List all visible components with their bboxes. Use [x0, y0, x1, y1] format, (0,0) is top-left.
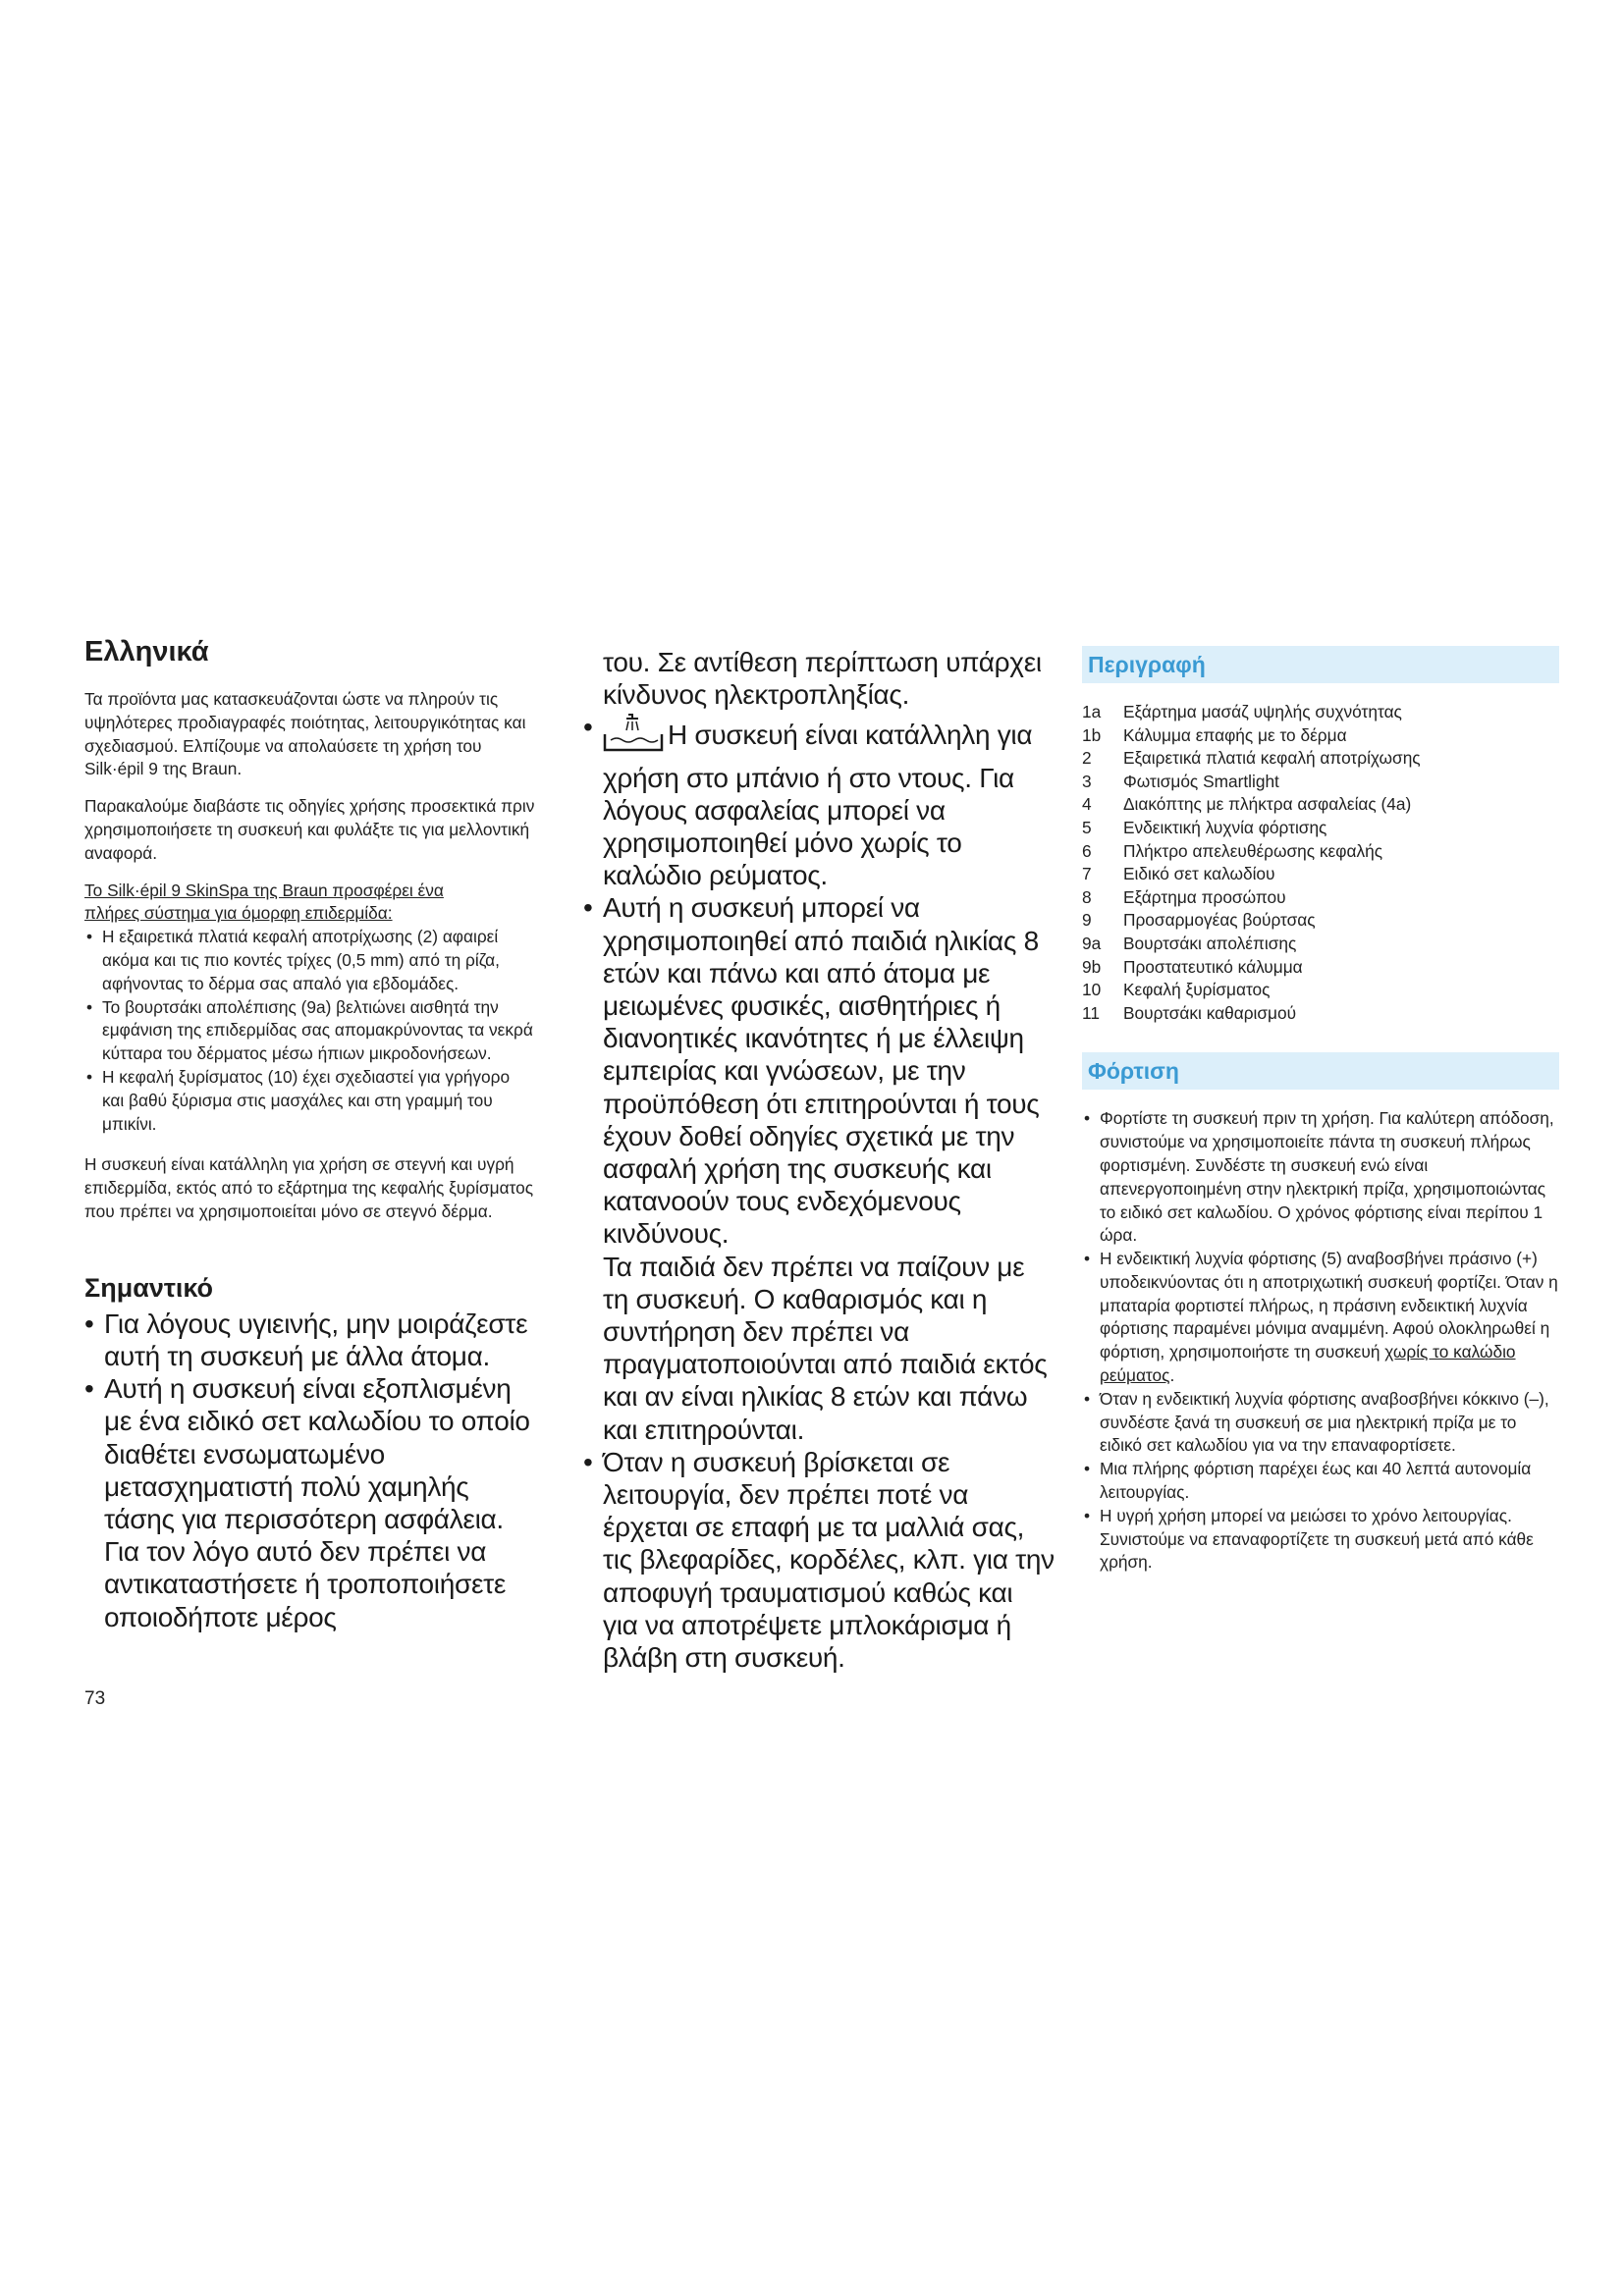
- part-name: Εξαιρετικά πλατιά κεφαλή αποτρίχωσης: [1123, 748, 1421, 769]
- list-item: [1082, 724, 1559, 748]
- part-number: 4: [1082, 794, 1092, 815]
- part-name: Πλήκτρο απελευθέρωσης κεφαλής: [1123, 840, 1383, 861]
- column-middle: [583, 646, 1055, 1674]
- list-item: • Μια πλήρης φόρτιση παρέχει έως και 40 λεπτά αυτονομία λειτουργίας.: [1082, 1458, 1559, 1505]
- part-number: 11: [1082, 1002, 1100, 1023]
- list-item: [1082, 701, 1559, 724]
- important-heading: Σημαντικό: [84, 1272, 214, 1303]
- part-number: 1b: [1082, 724, 1102, 745]
- list-item: [1082, 747, 1559, 771]
- description-heading: Περιγραφή: [1082, 646, 1559, 683]
- instructions-paragraph: Παρακαλούμε διαβάστε τις οδηγίες χρήσης προσεκτικά πριν χρησιμοποιήσετε τη συσκευή και φυλάξτε τις για μελλοντική αναφορά.: [84, 796, 535, 863]
- part-name: Προστατευτικό κάλυμμα: [1123, 956, 1303, 977]
- bath-shower-icon: [603, 711, 664, 761]
- part-number: 3: [1082, 771, 1092, 791]
- list-item: • Όταν η συσκευή βρίσκεται σε λειτουργία, δεν πρέπει ποτέ να έρχεται σε επαφή με τα μαλλιά σας, τις βλεφαρίδες, κορδέλες, κλπ. για την αποφυγή τραυματισμού καθώς και για να αποτρέψετε μπλοκάρισμα ή βλάβη στη συσκευή.: [583, 1446, 1055, 1674]
- column-left: [84, 636, 536, 1633]
- continuation-text: του. Σε αντίθεση περίπτωση υπάρχει κίνδυνος ηλεκτροπληξίας.: [603, 647, 1042, 711]
- feature-list: [84, 926, 536, 1136]
- part-name: Βουρτσάκι απολέπισης: [1123, 933, 1297, 953]
- list-item: [1082, 817, 1559, 840]
- part-name: Βουρτσάκι καθαρισμού: [1123, 1002, 1297, 1023]
- usage-paragraph: Η συσκευή είναι κατάλληλη για χρήση σε στεγνή και υγρή επιδερμίδα, εκτός από το εξάρτημα της κεφαλής ξυρίσματος που πρέπει να χρησιμοποιείται μόνο σε στεγνό δέρμα.: [84, 1154, 534, 1221]
- intro-paragraph: Τα προϊόντα μας κατασκευάζονται ώστε να πληρούν τις υψηλότερες προδιαγραφές ποιότητας, λειτουργικότητας και σχεδιασμού. Ελπίζουμε να απολαύσετε τη χρήση του Silk·épil 9 της Braun.: [84, 689, 526, 779]
- part-name: Διακόπτης με πλήκτρα ασφαλείας (4a): [1123, 794, 1412, 815]
- part-name: Φωτισμός Smartlight: [1123, 771, 1279, 791]
- list-item: [1082, 793, 1559, 817]
- part-name: Κεφαλή ξυρίσματος: [1123, 980, 1271, 1000]
- list-item: • Η συσκευή είναι κατάλληλη για χρήση στο μπάνιο ή στο ντους. Για λόγους ασφαλείας μπορεί να χρησιμοποιηθεί μόνο χωρίς το καλώδιο ρεύματος.: [583, 711, 1055, 891]
- charging-heading: Φόρτιση: [1082, 1052, 1559, 1090]
- part-name: Εξάρτημα μασάζ υψηλής συχνότητας: [1123, 702, 1402, 721]
- part-number: 9a: [1082, 933, 1102, 953]
- list-item: • Αυτή η συσκευή μπορεί να χρησιμοποιηθεί από παιδιά ηλικίας 8 ετών και πάνω και από άτομα με μειωμένες φυσικές, αισθητήριες ή διανοητικές ικανότητες ή με έλλειψη εμπειρίας και γνώσεων, με την προϋπόθεση ότι επιτηρούνται ή τους έχουν δοθεί οδηγίες σχετικά με την ασφαλή χρήση της συσκευής και κατανοούν τους ενδεχόμενους κινδύνους. Τα παιδιά δεν πρέπει να παίζουν με τη συσκευή. Ο καθαρισμός και η συντήρηση δεν πρέπει να πραγματοποιούνται από παιδιά εκτός και αν είναι ηλικίας 8 ετών και πάνω και επιτηρούνται.: [583, 891, 1055, 1445]
- list-item: [1082, 840, 1559, 864]
- page-number: 73: [84, 1688, 106, 1709]
- list-item: [1082, 771, 1559, 794]
- part-number: 8: [1082, 886, 1092, 907]
- list-item: [1082, 979, 1559, 1002]
- language-heading: Ελληνικά: [84, 636, 209, 667]
- part-number: 10: [1082, 980, 1102, 1000]
- list-item: • Φορτίστε τη συσκευή πριν τη χρήση. Για καλύτερη απόδοση, συνιστούμε να χρησιμοποιείτε πάντα τη συσκευή πλήρως φορτισμένη. Συνδέστε τη συσκευή ενώ είναι απενεργοποιημένη στην ηλεκτρική πρίζα, χρησιμοποιώντας το ειδικό σετ καλωδίου. Ο χρόνος φόρτισης είναι περίπου 1 ώρα.: [1082, 1107, 1559, 1248]
- part-number: 1a: [1082, 702, 1102, 721]
- part-name: Ενδεικτική λυχνία φόρτισης: [1123, 817, 1327, 837]
- safety-list: [583, 711, 1055, 1674]
- column-right: [1082, 646, 1559, 1592]
- part-name: Εξάρτημα προσώπου: [1123, 886, 1286, 907]
- list-item: [1082, 886, 1559, 910]
- skinspa-intro: Το Silk·épil 9 SkinSpa της Braun προσφέρει ένα πλήρες σύστημα για όμορφη επιδερμίδα:: [84, 880, 444, 924]
- charging-list: [1082, 1107, 1559, 1575]
- list-item: • Αυτή η συσκευή είναι εξοπλισμένη με ένα ειδικό σετ καλωδίου το οποίο διαθέτει ενσωματωμένο μετασχηματιστή πολύ χαμηλής τάσης για περισσότερη ασφάλεια. Για τον λόγο αυτό δεν πρέπει να αντικαταστήσετε ή τροποποιήσετε οποιοδήποτε μέρος: [84, 1372, 536, 1633]
- part-number: 6: [1082, 840, 1092, 861]
- part-number: 9: [1082, 910, 1092, 931]
- list-item: • Η κεφαλή ξυρίσματος (10) έχει σχεδιαστεί για γρήγορο και βαθύ ξύρισμα στις μασχάλες και στη γραμμή του μπικίνι.: [84, 1066, 536, 1136]
- important-list: [84, 1308, 536, 1633]
- part-number: 7: [1082, 864, 1092, 884]
- part-name: Ειδικό σετ καλωδίου: [1123, 864, 1275, 884]
- list-item: • Η εξαιρετικά πλατιά κεφαλή αποτρίχωσης (2) αφαιρεί ακόμα και τις πιο κοντές τρίχες (0,5 mm) από τη ρίζα, αφήνοντας το δέρμα σας απαλό για εβδομάδες.: [84, 926, 536, 995]
- list-item: • Για λόγους υγιεινής, μην μοιράζεστε αυτή τη συσκευή με άλλα άτομα.: [84, 1308, 536, 1372]
- list-item: [1082, 863, 1559, 886]
- part-number: 9b: [1082, 956, 1102, 977]
- list-item: [1082, 909, 1559, 933]
- list-item: • Όταν η ενδεικτική λυχνία φόρτισης αναβοσβήνει κόκκινο (–), συνδέστε ξανά τη συσκευή σε μια ηλεκτρική πρίζα με το ειδικό σετ καλωδίου για να την επαναφορτίσετε.: [1082, 1388, 1559, 1458]
- list-item: [1082, 956, 1559, 980]
- list-item: [1082, 1002, 1559, 1026]
- part-number: 2: [1082, 748, 1092, 769]
- part-name: Προσαρμογέας βούρτσας: [1123, 910, 1316, 931]
- part-name: Κάλυμμα επαφής με το δέρμα: [1123, 724, 1347, 745]
- parts-list: [1082, 701, 1559, 1025]
- list-item: • Η υγρή χρήση μπορεί να μειώσει το χρόνο λειτουργίας. Συνιστούμε να επαναφορτίζετε τη συσκευή μετά από κάθε χρήση.: [1082, 1505, 1559, 1575]
- part-number: 5: [1082, 817, 1092, 837]
- list-item: • Η ενδεικτική λυχνία φόρτισης (5) αναβοσβήνει πράσινο (+) υποδεικνύοντας ότι η αποτριχωτική συσκευή φορτίζει. Όταν η μπαταρία φορτιστεί πλήρως, η πράσινη ενδεικτική λυχνία φόρτισης παραμένει μόνιμα αναμμένη. Αφού ολοκληρωθεί η φόρτιση, χρησιμοποιήστε τη συσκευή χωρίς το καλώδιο ρεύματος.: [1082, 1248, 1559, 1388]
- list-item: [1082, 933, 1559, 956]
- list-item: • Το βουρτσάκι απολέπισης (9a) βελτιώνει αισθητά την εμφάνιση της επιδερμίδας σας απομακρύνοντας τα νεκρά κύτταρα του δέρματος μέσω ήπιων μικροδονήσεων.: [84, 996, 536, 1066]
